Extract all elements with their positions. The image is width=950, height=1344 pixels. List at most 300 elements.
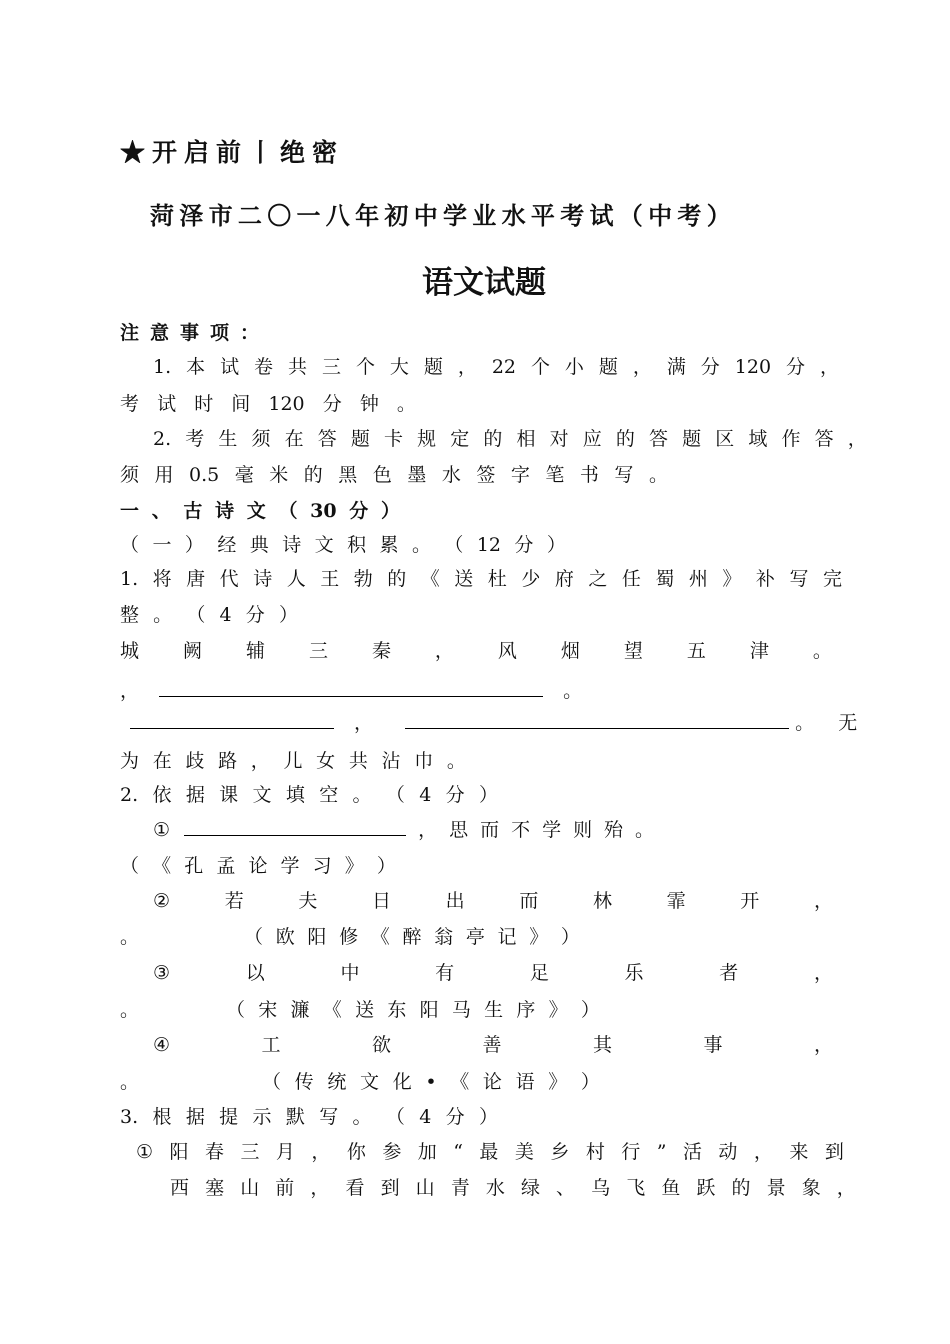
text-token: 示 [252, 1106, 272, 1128]
text-token: 一 [120, 500, 140, 522]
text-token: 《 [152, 855, 172, 877]
notes-item-1-line-2 [120, 389, 416, 416]
text-token: 共 [348, 750, 368, 772]
text-token: 题 [682, 428, 702, 450]
text-token: 》 [548, 999, 568, 1021]
text-token: 出 [445, 890, 465, 912]
text-token: 、 [151, 500, 171, 522]
text-token: 女 [316, 750, 336, 772]
text-token: 区 [715, 428, 735, 450]
text-token: 2. [153, 428, 172, 450]
text-token: 送 [355, 999, 375, 1021]
text-token: 写 [319, 1106, 339, 1128]
text-token: 孔 [184, 855, 204, 877]
question-3-item-1-line-2 [170, 1173, 856, 1200]
text-token: ） [184, 534, 204, 556]
text-token: 大 [389, 356, 409, 378]
text-token: 辅 [245, 640, 265, 662]
text-token: 完 [822, 568, 842, 590]
text-token: 月 [275, 1141, 295, 1163]
text-token: 三 [308, 640, 328, 662]
text-token: 开 [740, 890, 760, 912]
notes-heading: 注意事项： [120, 322, 271, 344]
text-token: ， [311, 1141, 331, 1163]
text-token: 看 [345, 1177, 365, 1199]
text-token: 五 [686, 640, 706, 662]
text-token: ， [836, 1177, 856, 1199]
text-token: 山 [415, 1177, 435, 1199]
text-token: 古 [183, 500, 203, 522]
text-token: 》 [344, 855, 364, 877]
text-token: 个 [355, 356, 375, 378]
text-token: 相 [516, 428, 536, 450]
text-token: 记 [497, 926, 517, 948]
text-token: 最 [479, 1141, 499, 1163]
text-token: 飞 [626, 1177, 646, 1199]
text-token: 跃 [696, 1177, 716, 1199]
text-token: 对 [549, 428, 569, 450]
text-token: 3. [120, 1106, 139, 1128]
text-token: 醉 [402, 926, 422, 948]
question-1-line-2 [120, 600, 298, 627]
text-token: 分 [245, 604, 265, 626]
text-token: 东 [387, 999, 407, 1021]
text-token: 一 [152, 534, 172, 556]
text-token: 学 [542, 819, 562, 841]
text-token: 林 [592, 890, 612, 912]
text-token: 作 [781, 428, 801, 450]
text-token: 小 [564, 356, 584, 378]
text-token: 。 [352, 784, 372, 806]
part-1-heading [120, 530, 566, 557]
text-token: 塞 [205, 1177, 225, 1199]
text-token: 学 [280, 855, 300, 877]
text-token: 应 [582, 428, 602, 450]
q2-2-end: 。 [120, 926, 140, 948]
text-token: 翁 [434, 926, 454, 948]
answer-blank-1[interactable] [159, 678, 543, 697]
text-token: 典 [249, 534, 269, 556]
text-token: 蜀 [655, 568, 675, 590]
text-token: 》 [529, 926, 549, 948]
text-token: 分 [514, 534, 534, 556]
text-token: 路 [218, 750, 238, 772]
text-token: 儿 [283, 750, 303, 772]
text-token: 望 [623, 640, 643, 662]
poem-comma: ， [120, 680, 140, 702]
text-token: 春 [204, 1141, 224, 1163]
text-token: 钟 [359, 393, 379, 415]
text-token: 经 [217, 534, 237, 556]
question-3-heading [120, 1102, 498, 1129]
text-token: ， [434, 640, 454, 662]
text-token: ） [278, 604, 298, 626]
text-token: ① [136, 1141, 154, 1163]
text-token: 三 [321, 356, 341, 378]
notes-item-2-line-2 [120, 460, 668, 487]
text-token: 乌 [591, 1177, 611, 1199]
text-token: ） [478, 1106, 498, 1128]
text-token: 据 [185, 784, 205, 806]
text-token: 空 [319, 784, 339, 806]
text-token: 《 [370, 926, 390, 948]
text-token: 到 [824, 1141, 844, 1163]
text-token: 共 [288, 356, 308, 378]
q2-3-end: 。 [120, 999, 140, 1021]
text-token: 须 [120, 464, 140, 486]
poem-last-line [120, 746, 466, 773]
text-token: 鱼 [661, 1177, 681, 1199]
text-token: 试 [220, 356, 240, 378]
section-1-heading [120, 496, 400, 523]
text-token: 。 [635, 819, 655, 841]
text-token: 诗 [253, 568, 273, 590]
text-token: 考 [185, 428, 205, 450]
text-token: 积 [347, 534, 367, 556]
text-token: 《 [420, 568, 440, 590]
text-token: 分 [445, 1106, 465, 1128]
text-token: 。 [446, 750, 466, 772]
text-token: 来 [789, 1141, 809, 1163]
text-token: 时 [194, 393, 214, 415]
text-token: 不 [511, 819, 531, 841]
poem-answer-line-1 [120, 676, 582, 703]
text-token: 4 [419, 784, 432, 806]
text-token: （ [226, 999, 246, 1021]
text-token: 有 [435, 962, 455, 984]
text-token: （ [385, 1106, 405, 1128]
text-token: ， [813, 962, 833, 984]
question-2-item-4-source [262, 1067, 600, 1094]
text-token: 》 [548, 1071, 568, 1093]
text-token: 字 [510, 464, 530, 486]
text-token: ， [310, 1177, 330, 1199]
text-token: 前 [275, 1177, 295, 1199]
text-token: ， [753, 1141, 773, 1163]
text-token: 黑 [338, 464, 358, 486]
question-2-item-2 [153, 886, 833, 913]
text-token: ， [813, 1034, 833, 1056]
text-token: 霏 [666, 890, 686, 912]
text-token: 参 [382, 1141, 402, 1163]
text-token: 阳 [419, 999, 439, 1021]
text-token: ） [546, 534, 566, 556]
text-token: 间 [231, 393, 251, 415]
text-token: 统 [327, 1071, 347, 1093]
text-token: （ [120, 534, 140, 556]
text-token: 答 [814, 428, 834, 450]
text-token: 》 [722, 568, 742, 590]
question-2-item-4 [153, 1030, 833, 1057]
text-token: 人 [286, 568, 306, 590]
text-token: 歧 [185, 750, 205, 772]
text-token: 风 [497, 640, 517, 662]
text-token: 补 [755, 568, 775, 590]
text-token: 米 [269, 464, 289, 486]
text-token: 而 [480, 819, 500, 841]
text-token: 中 [340, 962, 360, 984]
text-token: 课 [219, 784, 239, 806]
question-2-item-3 [153, 958, 833, 985]
text-token: 。 [396, 393, 416, 415]
text-token: “ [453, 1141, 463, 1163]
poem-end-period: 。 [795, 712, 815, 734]
text-token: 12 [476, 534, 501, 556]
poem-wu: 无 [838, 712, 858, 734]
text-token: 夫 [298, 890, 318, 912]
text-token: 。 [812, 640, 832, 662]
text-token: 阳 [307, 926, 327, 948]
text-token: ” [656, 1141, 667, 1163]
text-token: 勃 [353, 568, 373, 590]
text-token: 本 [186, 356, 206, 378]
text-token: 唐 [186, 568, 206, 590]
text-token: 论 [482, 1071, 502, 1093]
text-token: 定 [450, 428, 470, 450]
text-token: 4 [219, 604, 232, 626]
text-token: 津 [749, 640, 769, 662]
text-token: ） [376, 855, 396, 877]
text-token: 者 [719, 962, 739, 984]
text-token: ） [478, 784, 498, 806]
poem-period: 。 [563, 680, 583, 702]
question-2-item-1 [153, 815, 654, 842]
text-token: 诗 [282, 534, 302, 556]
text-token: 马 [451, 999, 471, 1021]
text-token: 试 [157, 393, 177, 415]
text-token: 府 [554, 568, 574, 590]
text-token: 规 [417, 428, 437, 450]
text-token: 其 [592, 1034, 612, 1056]
q2-1-number: ① [153, 819, 171, 841]
text-token: 累 [379, 534, 399, 556]
text-token: 行 [621, 1141, 641, 1163]
answer-blank-3[interactable] [405, 710, 789, 729]
text-token: 分 [700, 356, 720, 378]
text-token: 传 [294, 1071, 314, 1093]
text-token: 分 [445, 784, 465, 806]
text-token: （ [278, 500, 298, 522]
text-token: 活 [682, 1141, 702, 1163]
secret-mark: ★开启前丨绝密 [120, 138, 345, 167]
text-token: 题 [350, 428, 370, 450]
text-token: ， [250, 750, 270, 772]
answer-blank-2[interactable] [130, 710, 334, 729]
text-token: 以 [245, 962, 265, 984]
text-token: 色 [372, 464, 392, 486]
text-token: 事 [703, 1034, 723, 1056]
text-token: 村 [585, 1141, 605, 1163]
text-token: 答 [317, 428, 337, 450]
text-token: 烟 [560, 640, 580, 662]
text-token: 分 [349, 500, 369, 522]
text-token: 序 [516, 999, 536, 1021]
text-token: 语 [515, 1071, 535, 1093]
text-token: 日 [372, 890, 392, 912]
text-token: 提 [219, 1106, 239, 1128]
text-token: 的 [483, 428, 503, 450]
text-token: （ [444, 534, 464, 556]
answer-blank-4[interactable] [184, 817, 406, 836]
text-token: 则 [573, 819, 593, 841]
text-token: 三 [240, 1141, 260, 1163]
text-token: 宋 [258, 999, 278, 1021]
text-token: 少 [521, 568, 541, 590]
text-token: 墨 [407, 464, 427, 486]
text-token: 域 [748, 428, 768, 450]
text-token: 殆 [604, 819, 624, 841]
subject-title: 语文试题 [422, 265, 546, 301]
text-token: • [425, 1071, 437, 1093]
text-token: 任 [621, 568, 641, 590]
text-token: 文 [314, 534, 334, 556]
question-3-item-1-line-1 [136, 1137, 844, 1164]
text-token: 之 [588, 568, 608, 590]
text-token: ） [560, 926, 580, 948]
text-token: 写 [614, 464, 634, 486]
text-token: 。 [648, 464, 668, 486]
question-2-heading [120, 780, 498, 807]
text-token: 沾 [381, 750, 401, 772]
text-token: 水 [441, 464, 461, 486]
text-token: 城 [120, 640, 140, 662]
text-token: 孟 [216, 855, 236, 877]
text-token: 濂 [290, 999, 310, 1021]
text-token: 分 [785, 356, 805, 378]
text-token: 习 [312, 855, 332, 877]
text-token: 《 [322, 999, 342, 1021]
text-token: 王 [320, 568, 340, 590]
text-token: 的 [731, 1177, 751, 1199]
text-token: ， [418, 819, 438, 841]
text-token: 写 [789, 568, 809, 590]
text-token: 题 [598, 356, 618, 378]
text-token: 《 [450, 1071, 470, 1093]
text-token: 修 [339, 926, 359, 948]
text-token: 4 [419, 1106, 432, 1128]
notes-item-2-line-1 [153, 424, 867, 451]
text-token: 题 [423, 356, 443, 378]
text-token: 整 [120, 604, 140, 626]
text-token: 绿 [520, 1177, 540, 1199]
text-token: 的 [615, 428, 635, 450]
text-token: 分 [322, 393, 342, 415]
text-token: ， [632, 356, 652, 378]
text-token: 30 [310, 500, 337, 522]
text-token: 西 [170, 1177, 190, 1199]
text-token: ② [153, 890, 171, 912]
text-token: 乐 [624, 962, 644, 984]
text-token: 22 [491, 356, 516, 378]
text-token: 的 [387, 568, 407, 590]
text-token: 的 [303, 464, 323, 486]
text-token: 阙 [182, 640, 202, 662]
text-token: 卷 [254, 356, 274, 378]
question-1-line-1 [120, 564, 842, 591]
text-token: ， [813, 890, 833, 912]
text-token: 卡 [384, 428, 404, 450]
text-token: ， [457, 356, 477, 378]
text-token: 化 [392, 1071, 412, 1093]
text-token: 阳 [169, 1141, 189, 1163]
text-token: 毫 [234, 464, 254, 486]
text-token: ， [847, 428, 867, 450]
exam-title: 菏泽市二〇一八年初中学业水平考试（中考） [150, 201, 736, 230]
text-token: （ [262, 1071, 282, 1093]
text-token: 签 [476, 464, 496, 486]
text-token: 文 [360, 1071, 380, 1093]
poem-answer-line-2 [130, 708, 857, 735]
text-token: 答 [649, 428, 669, 450]
text-token: 秦 [371, 640, 391, 662]
text-token: 水 [485, 1177, 505, 1199]
text-token: 用 [154, 464, 174, 486]
text-token: 满 [666, 356, 686, 378]
text-token: 填 [285, 784, 305, 806]
text-token: 生 [218, 428, 238, 450]
text-token: 欧 [275, 926, 295, 948]
text-token: 根 [152, 1106, 172, 1128]
q2-1-text [418, 815, 654, 842]
text-token: 考 [120, 393, 140, 415]
text-token: 文 [246, 500, 266, 522]
text-token: 依 [152, 784, 172, 806]
text-token: 州 [688, 568, 708, 590]
text-token: （ [244, 926, 264, 948]
text-token: ） [580, 1071, 600, 1093]
text-token: 青 [450, 1177, 470, 1199]
text-token: 诗 [215, 500, 235, 522]
poem-line-1 [120, 636, 832, 663]
text-token: ） [580, 999, 600, 1021]
text-token: 须 [251, 428, 271, 450]
text-token: 书 [579, 464, 599, 486]
text-token: ③ [153, 962, 171, 984]
text-token: 生 [484, 999, 504, 1021]
notes-item-1-line-1 [153, 352, 839, 379]
text-token: 加 [417, 1141, 437, 1163]
text-token: 足 [529, 962, 549, 984]
poem-mid-comma: ， [354, 712, 374, 734]
text-token: 。 [411, 534, 431, 556]
q2-4-end: 。 [120, 1071, 140, 1093]
text-token: 到 [380, 1177, 400, 1199]
text-token: 个 [530, 356, 550, 378]
text-token: 工 [261, 1034, 281, 1056]
text-token: 山 [240, 1177, 260, 1199]
text-token: 文 [252, 784, 272, 806]
text-token: 送 [454, 568, 474, 590]
text-token: 1. [153, 356, 172, 378]
text-token: 代 [219, 568, 239, 590]
text-token: 2. [120, 784, 139, 806]
text-token: 。 [352, 1106, 372, 1128]
text-token: 为 [120, 750, 140, 772]
text-token: 在 [152, 750, 172, 772]
text-token: 笔 [545, 464, 565, 486]
text-token: （ [120, 855, 140, 877]
text-token: 思 [449, 819, 469, 841]
text-token: 120 [268, 393, 305, 415]
question-2-item-3-source [226, 995, 600, 1022]
text-token: ） [380, 500, 400, 522]
text-token: （ [186, 604, 206, 626]
text-token: 论 [248, 855, 268, 877]
text-token: 将 [152, 568, 172, 590]
text-token: 杜 [487, 568, 507, 590]
question-2-item-2-source [244, 922, 580, 949]
text-token: 、 [556, 1177, 576, 1199]
